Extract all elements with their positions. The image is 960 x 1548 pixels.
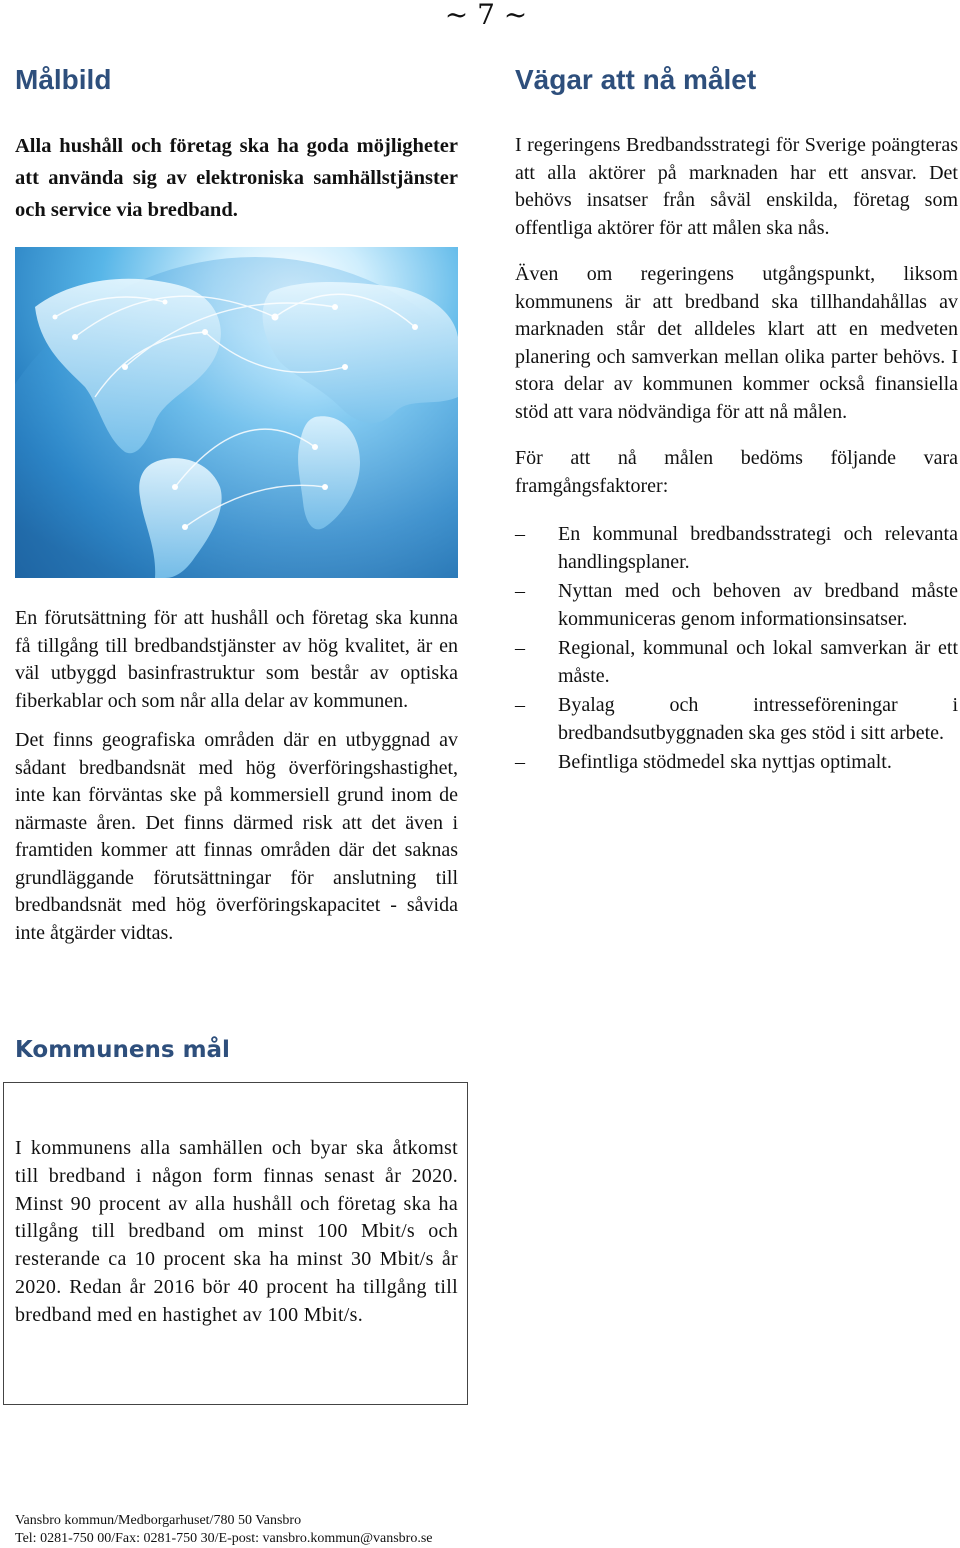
goal-heading: Kommunens mål [15, 1037, 230, 1063]
dash-bullet: – [515, 694, 525, 716]
right-paragraph-1: I regeringens Bredbandsstrategi för Sverige poängteras att alla aktörer på marknaden har ett ansvar. Det behövs insatser från såväl enskilda, företag som offentliga aktörer för att målen ska nås. [515, 134, 958, 239]
goal-text: I kommunens alla samhällen och byar ska åtkomst till bredband i någon form finnas senast år 2020. Minst 90 procent av alla hushåll och företag ska ha tillgång till bredband om minst 100 Mbit/s och resterande ca 10 procent ska ha minst 30 Mbit/s år 2020. Redan år 2016 bör 40 procent ha tillgång till bredband med en hastighet av 100 Mbit/s. [15, 1137, 458, 1326]
footer [15, 1512, 432, 1548]
ways-heading: Vägar att nå målet [515, 64, 757, 95]
list-item: – Regional, kommunal och lokal samverkan är ett måste. [515, 634, 958, 690]
list-item: – En kommunal bredbandsstrategi och relevanta handlingsplaner. [515, 520, 958, 576]
left-column-top [15, 64, 458, 226]
goal-box [3, 1082, 468, 1405]
right-column [515, 64, 958, 777]
list-item: – Byalag och intresseföreningar i bredbandsutbyggnaden ska ges stöd i sitt arbete. [515, 691, 958, 747]
dash-bullet: – [515, 580, 525, 602]
globe-network-image [15, 247, 458, 578]
right-paragraph-3: För att nå målen bedöms följande vara framgångsfaktorer: [515, 447, 958, 497]
right-paragraph-2: Även om regeringens utgångspunkt, liksom kommunens är att bredband ska tillhandahållas av marknaden står det alldeles klart att en medveten planering och samverkan mellan olika parter behövs. I stora delar av kommunen kommer också finansiella stöd att vara nödvändiga för att nå målen. [515, 263, 958, 423]
target-lead: Alla hushåll och företag ska ha goda möjligheter att använda sig av elektroniska samhällstjänster och service via bredband. [15, 135, 458, 221]
dash-bullet: – [515, 637, 525, 659]
list-item: – Nyttan med och behoven av bredband måste kommuniceras genom informationsinsatser. [515, 577, 958, 633]
dash-bullet: – [515, 751, 525, 773]
success-factors-list [515, 520, 958, 776]
list-item: – Befintliga stödmedel ska nyttjas optimalt. [515, 748, 958, 776]
left-paragraph-1: En förutsättning för att hushåll och företag ska kunna få tillgång till bredbandstjänster av hög kvalitet, är en väl utbyggd basinfrastruktur som består av optiska fiberkablar och som når alla delar av kommunen. [15, 607, 458, 712]
left-column-bottom [15, 605, 458, 947]
target-heading: Målbild [15, 64, 112, 95]
left-paragraph-2: Det finns geografiska områden där en utbyggnad av sådant bredbandsnät med hög överföringshastighet, inte kan förväntas ske på kommersiell grund inom de närmaste åren. Det finns därmed risk att det även i framtiden kommer att finnas områden där det saknas grundläggande förutsättningar för anslutning till bredbandsnät med hög överföringskapacitet - såvida inte åtgärder vidtas. [15, 729, 458, 944]
footer-address: Vansbro kommun/Medborgarhuset/780 50 Vansbro [15, 1513, 302, 1528]
page-number: ~ 7 ~ [444, 0, 528, 31]
footer-contact: Tel: 0281-750 00/Fax: 0281-750 30/E-post: vansbro.kommun@vansbro.se [15, 1531, 433, 1546]
dash-bullet: – [515, 523, 525, 545]
